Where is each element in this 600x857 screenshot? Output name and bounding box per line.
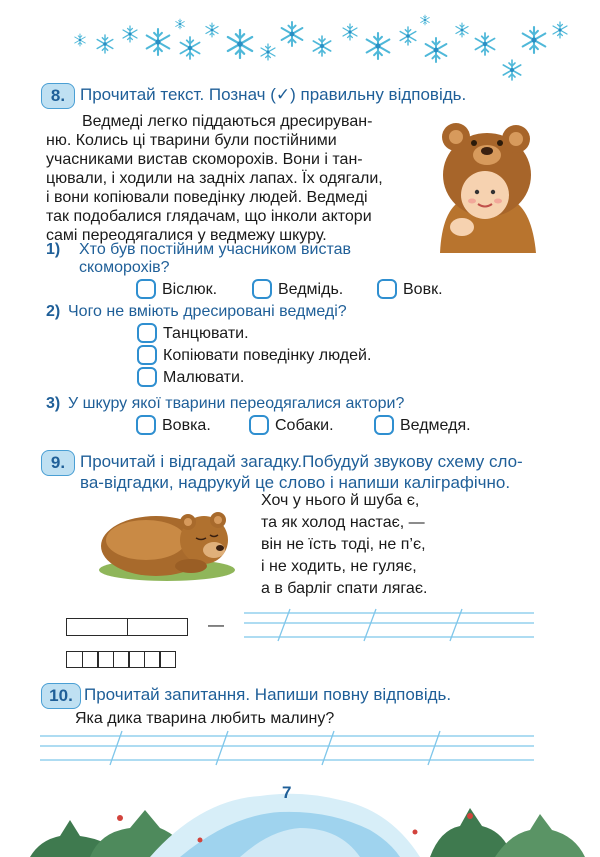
letter-box[interactable] xyxy=(97,651,114,668)
answer-checkbox[interactable] xyxy=(377,279,397,299)
letter-box[interactable] xyxy=(113,651,130,668)
question-text: Чого не вміють дресировані ведмеді? xyxy=(68,303,347,320)
task-number-badge: 10. xyxy=(41,683,81,709)
reading-text-line: ню. Колись ці тварини були постійними xyxy=(46,132,337,149)
answer-option: Копіювати поведінку людей. xyxy=(163,347,372,364)
letter-box[interactable] xyxy=(159,651,176,668)
dash: — xyxy=(208,617,224,634)
letter-boxes[interactable] xyxy=(66,651,175,668)
reading-text: Ведмеді легко піддаються дресируван- xyxy=(82,113,373,130)
snowflake-border xyxy=(0,0,600,90)
riddle-line: Хоч у нього й шуба є, xyxy=(261,492,420,509)
answer-option: Ведмідь. xyxy=(278,281,344,298)
sleeping-bear-illustration xyxy=(96,500,238,582)
letter-box[interactable] xyxy=(66,651,83,668)
riddle-line: і не ходить, не гуляє, xyxy=(261,558,417,575)
task-instruction: Прочитай і відгадай загадку.Побудуй звукову схему сло- xyxy=(80,452,523,471)
answer-option: Малювати. xyxy=(163,369,245,386)
winter-landscape-decoration xyxy=(0,770,600,857)
letter-box[interactable] xyxy=(82,651,99,668)
answer-option: Танцювати. xyxy=(163,325,249,342)
answer-option: Собаки. xyxy=(275,417,334,434)
question-text: Хто був постійним учасником вистав xyxy=(79,241,352,258)
answer-writing-lines[interactable] xyxy=(40,730,534,766)
child-in-bear-costume-illustration xyxy=(432,115,542,253)
answer-checkbox[interactable] xyxy=(137,323,157,343)
answer-checkbox[interactable] xyxy=(252,279,272,299)
reading-text-line: учасниками вистав скоморохів. Вони і тан- xyxy=(46,151,363,168)
question-text: У шкуру якої тварини переодягалися актори? xyxy=(68,395,405,412)
page-number: 7 xyxy=(282,783,292,802)
letter-box[interactable] xyxy=(144,651,161,668)
reading-text-line: і вони копіювали поведінку людей. Ведмеді xyxy=(46,189,368,206)
answer-option: Віслюк. xyxy=(162,281,218,298)
answer-option: Вовк. xyxy=(403,281,443,298)
answer-checkbox[interactable] xyxy=(136,279,156,299)
question-number: 3) xyxy=(46,395,61,412)
syllable-scheme[interactable] xyxy=(66,618,188,636)
letter-box[interactable] xyxy=(128,651,145,668)
reading-text-line: цювали, і ходили на задніх лапах. Їх одягали, xyxy=(46,170,383,187)
question-text: скоморохів? xyxy=(79,259,170,276)
answer-checkbox[interactable] xyxy=(249,415,269,435)
answer-checkbox[interactable] xyxy=(137,345,157,365)
task-number-badge: 9. xyxy=(41,450,75,476)
calligraphy-lines[interactable] xyxy=(244,608,534,642)
question-text: Яка дика тварина любить малину? xyxy=(75,710,335,727)
answer-option: Вовка. xyxy=(162,417,211,434)
task-number-badge: 8. xyxy=(41,83,75,109)
riddle-line: а в барліг спати лягає. xyxy=(261,580,428,597)
question-number: 1) xyxy=(46,241,61,258)
riddle-line: та як холод настає, — xyxy=(261,514,425,531)
answer-checkbox[interactable] xyxy=(136,415,156,435)
task-instruction: Прочитай текст. Познач (✓) правильну відповідь. xyxy=(80,85,467,104)
task-instruction: ва-відгадки, надрукуй це слово і напиши каліграфічно. xyxy=(80,473,511,492)
riddle-line: він не їсть тоді, не п’є, xyxy=(261,536,426,553)
answer-checkbox[interactable] xyxy=(374,415,394,435)
task-instruction: Прочитай запитання. Напиши повну відповідь. xyxy=(84,685,452,704)
reading-text-line: самі переодягалися у ведмежу шкуру. xyxy=(46,227,327,244)
reading-text-line: так подобалися глядачам, що інколи актори xyxy=(46,208,372,225)
answer-checkbox[interactable] xyxy=(137,367,157,387)
answer-option: Ведмедя. xyxy=(400,417,471,434)
question-number: 2) xyxy=(46,303,61,320)
